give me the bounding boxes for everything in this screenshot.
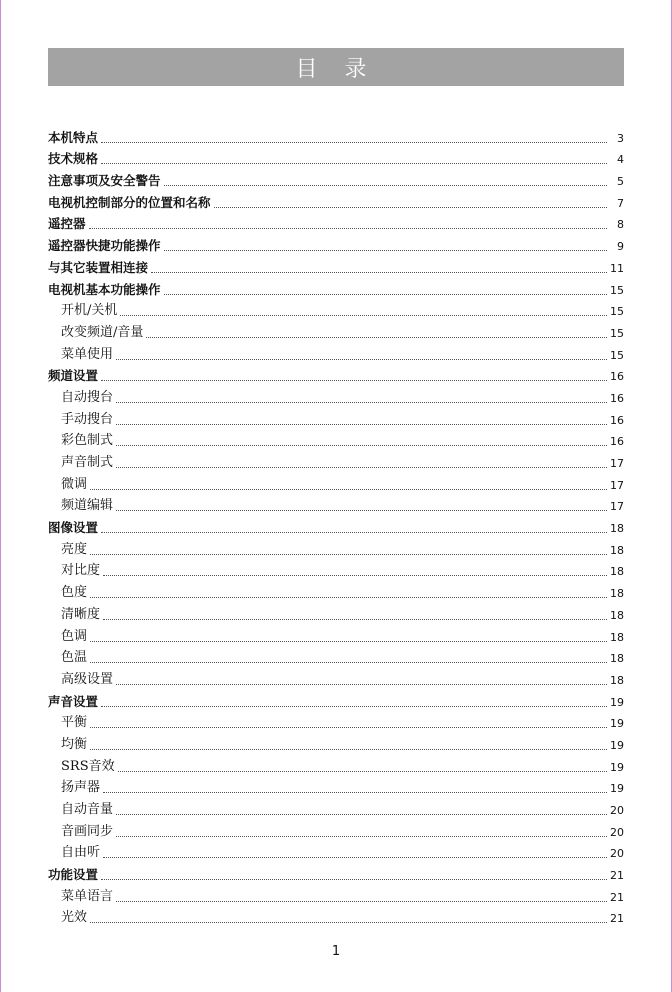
dot-leader [101,878,607,880]
toc-entry-page: 19 [610,738,624,752]
toc-entry-page: 19 [610,695,624,709]
toc-entry[interactable] [48,254,624,276]
dot-leader [90,553,607,555]
toc-entry-label: 自由听 [61,845,101,861]
dot-leader [101,531,607,533]
toc-entry-label: 微调 [61,476,88,492]
toc-entry-label: 自动音量 [61,802,114,817]
toc-entry-label: 与其它装置相连接 [48,259,149,275]
toc-entry-label: 技术规格 [48,151,99,167]
toc-entry-label: 对比度 [61,563,101,579]
toc-entry-page: 18 [610,652,624,666]
toc-entry-page: 15 [610,283,624,297]
toc-entry-page: 8 [617,218,624,232]
toc-entry[interactable] [48,710,624,732]
toc-entry-page: 17 [610,457,624,470]
toc-entry[interactable] [48,731,624,753]
toc-entry[interactable] [48,406,624,428]
dot-leader [120,314,607,316]
toc-entry-label: 彩色制式 [61,433,114,449]
toc-entry[interactable] [48,341,624,363]
toc-entry-label: 菜单语言 [61,888,114,904]
toc-entry-label: 频道设置 [48,368,99,384]
toc-entry[interactable] [48,536,624,558]
toc-entry-page: 7 [617,196,624,210]
toc-entry-label: 平衡 [61,715,88,731]
toc-entry-label: 自动搜台 [61,389,114,405]
dot-leader [89,227,607,229]
toc-entry[interactable] [48,363,624,385]
toc-entry-label: 菜单使用 [61,346,114,362]
dot-leader [90,921,607,923]
toc-entry[interactable] [48,775,624,797]
toc-entry-page: 17 [610,500,624,514]
toc-entry-page: 18 [610,543,624,557]
toc-entry[interactable] [48,818,624,840]
toc-entry-label: SRS音效 [61,758,115,774]
dot-leader [116,509,607,511]
toc-entry-label: 功能设置 [48,867,99,883]
toc-entry[interactable] [48,861,624,883]
toc-entry[interactable] [48,558,624,580]
dot-leader [90,596,607,598]
toc-entry-label: 音画同步 [61,823,114,839]
dot-leader [116,813,607,815]
toc-entry[interactable] [48,666,624,688]
toc-entry-page: 16 [610,391,624,405]
toc-entry-label: 清晰度 [61,606,101,622]
toc-entry-page: 21 [610,912,624,926]
dot-leader [116,444,607,446]
dot-leader [101,141,607,143]
toc-entry-label: 色温 [61,650,88,666]
toc-entry-page: 19 [610,782,624,796]
toc-entry-label: 遥控器 [48,216,86,232]
dot-leader [116,466,607,468]
toc-entry[interactable] [48,232,624,254]
dot-leader [90,661,607,663]
page-number: 1 [331,944,341,959]
toc-entry-label: 电视机控制部分的位置和名称 [48,194,211,210]
toc-entry-label: 电视机基本功能操作 [48,281,161,297]
toc-entry-label: 扬声器 [61,780,101,796]
toc-entry[interactable] [48,146,624,168]
toc-entry[interactable] [48,883,624,905]
toc-entry-page: 18 [610,608,624,622]
toc-entry-label: 遥控器快捷功能操作 [48,238,161,254]
dot-leader [164,293,607,295]
toc-entry[interactable] [48,428,624,450]
dot-leader [90,488,607,490]
dot-leader [151,271,607,273]
toc-entry[interactable] [48,167,624,189]
toc-entry-label: 本机特点 [48,129,99,145]
toc-entry-label: 改变频道/音量 [61,324,144,340]
toc-entry[interactable] [48,298,624,320]
toc-entry-label: 均衡 [61,736,88,752]
toc-entry-label: 声音设置 [48,693,99,709]
dot-leader [116,683,607,685]
toc-entry[interactable] [48,905,624,927]
toc-entry-page: 20 [610,804,624,817]
toc-entry[interactable] [48,319,624,341]
dot-leader [116,835,607,837]
toc-entry[interactable] [48,449,624,471]
toc-entry-page: 18 [610,587,624,601]
dot-leader [101,162,607,164]
toc-entry-page: 19 [610,760,624,774]
toc-entry-page: 18 [610,522,624,536]
toc-entry-label: 图像设置 [48,520,99,536]
toc-entry-page: 20 [610,825,624,839]
toc-entry-page: 5 [617,175,624,189]
toc-entry-page: 4 [617,153,624,167]
toc-entry-page: 19 [610,717,624,731]
toc-entry[interactable] [48,796,624,818]
dot-leader [118,770,607,772]
toc-entry-label: 光效 [61,910,88,926]
toc-entry-label: 注意事项及安全警告 [48,173,161,189]
toc-entry-page: 16 [610,435,624,449]
table-of-contents [48,124,624,926]
toc-entry-page: 18 [610,565,624,579]
toc-entry[interactable] [48,189,624,211]
toc-entry[interactable] [48,623,624,645]
dot-leader [116,401,607,403]
toc-entry-page: 9 [617,240,624,254]
dot-leader [101,379,607,381]
toc-entry[interactable] [48,753,624,775]
dot-leader [103,856,607,858]
dot-leader [101,705,607,707]
toc-entry-page: 18 [610,673,624,687]
toc-entry[interactable] [48,384,624,406]
toc-entry-label: 声音制式 [61,455,114,470]
toc-entry[interactable] [48,514,624,536]
toc-entry-page: 18 [610,630,624,644]
toc-entry-page: 3 [617,131,624,145]
toc-entry-page: 16 [610,413,624,427]
toc-entry[interactable] [48,688,624,710]
toc-entry-label: 频道编辑 [61,498,114,514]
toc-entry[interactable] [48,579,624,601]
toc-entry-page: 21 [610,890,624,904]
dot-leader [146,336,607,338]
toc-entry-label: 色调 [61,628,88,644]
dot-leader [116,358,607,360]
dot-leader [164,184,607,186]
toc-entry[interactable] [48,493,624,515]
dot-leader [214,206,607,208]
toc-entry-label: 色度 [61,585,88,601]
toc-entry[interactable] [48,211,624,233]
toc-entry[interactable] [48,645,624,667]
page-border-left [0,0,1,992]
dot-leader [103,574,607,576]
toc-entry-page: 17 [610,478,624,492]
dot-leader [116,900,607,902]
title-banner [48,48,624,86]
toc-entry[interactable] [48,124,624,146]
toc-entry-page: 11 [610,261,624,275]
dot-leader [90,640,607,642]
dot-leader [90,748,607,750]
toc-entry-label: 开机/关机 [61,303,118,319]
toc-entry[interactable] [48,471,624,493]
toc-entry-label: 亮度 [61,541,88,557]
toc-entry-label: 高级设置 [61,671,114,687]
toc-entry-page: 21 [610,869,624,883]
toc-entry-page: 15 [610,348,624,362]
dot-leader [103,618,607,620]
page-title: 目 录 [295,56,377,82]
toc-entry[interactable] [48,601,624,623]
toc-entry-label: 手动搜台 [61,411,114,427]
toc-entry-page: 15 [610,326,624,340]
dot-leader [90,726,607,728]
toc-entry-page: 20 [610,847,624,861]
toc-entry[interactable] [48,840,624,862]
toc-entry-page: 16 [610,370,624,384]
dot-leader [164,249,607,251]
toc-entry[interactable] [48,276,624,298]
toc-entry-page: 15 [610,305,624,319]
dot-leader [116,423,607,425]
dot-leader [103,791,607,793]
